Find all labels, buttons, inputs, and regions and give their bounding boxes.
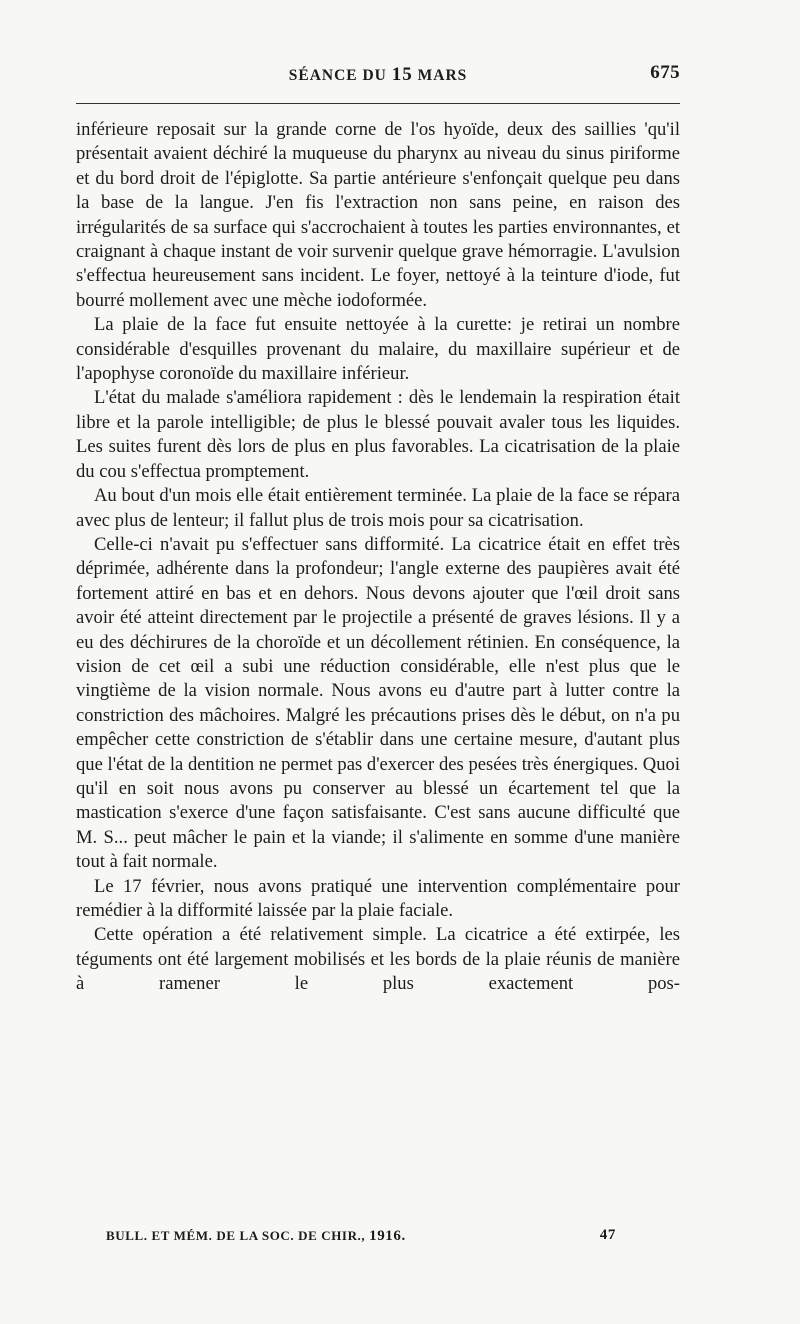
running-title — [76, 64, 680, 86]
header-rule — [76, 103, 680, 104]
paragraph: Cette opération a été relativement simple. La cicatrice a été extirpée, les téguments ont été largement mobilisés et les bords de la plaie réunis de manière à ramener le plus exactement pos- — [76, 924, 680, 995]
running-title-post: MARS — [412, 67, 468, 84]
paragraph: L'état du malade s'améliora rapidement : dès le lendemain la respiration était libre et la parole intelligible; de plus le blessé pouvait avaler tous les liquides. Les suites furent dès lors de plus en plus favorables. La cicatrisation de la plaie du cou s'effectua promptement. — [76, 387, 680, 482]
paragraph: Au bout d'un mois elle était entièrement terminée. La plaie de la face se répara avec plus de lenteur; il fallut plus de trois mois pour sa cicatrisation. — [76, 485, 680, 531]
paragraph: inférieure reposait sur la grande corne de l'os hyoïde, deux des saillies 'qu'il présentait avaient déchiré la muqueuse du pharynx au niveau du sinus piriforme et du bord droit de l'épiglotte. Sa partie antérieure s'enfonçait quelque peu dans la base de la langue. J'en fis l'extraction non sans peine, en raison des irrégularités de sa surface qui s'accrochaient à toutes les parties environnantes, et craignant à chaque instant de voir survenir quelque grave hémorragie. L'avulsion s'effectua heureusement sans incident. Le foyer, nettoyé à la teinture d'iode, fut bourré mollement avec une mèche iodoformée. — [76, 119, 680, 311]
signature-mark: 47 — [599, 1227, 616, 1243]
paragraph: Le 17 février, nous avons pratiqué une intervention complémentaire pour remédier à la difformité laissée par la plaie faciale. — [76, 875, 680, 921]
body-text — [76, 118, 680, 997]
running-header — [76, 64, 680, 88]
page-number: 675 — [650, 62, 680, 83]
paragraph: La plaie de la face fut ensuite nettoyée à la curette: je retirai un nombre considérable d'esquilles provenant du malaire, du maxillaire supérieur et de l'apophyse coronoïde du maxillaire inférieur. — [76, 314, 680, 385]
page-footer — [106, 1228, 616, 1245]
running-title-pre: SÉANCE DU — [288, 67, 392, 84]
running-title-day: 15 — [391, 64, 413, 85]
journal-reference — [106, 1228, 406, 1243]
journal-year: 1916. — [369, 1228, 406, 1244]
journal-title: BULL. ET MÉM. DE LA SOC. DE CHIR., — [106, 1228, 370, 1243]
paragraph: Celle-ci n'avait pu s'effectuer sans difformité. La cicatrice était en effet très déprimée, adhérente dans la profondeur; l'angle externe des paupières avait été fortement attiré en bas et en dehors. Nous devons ajouter que l'œil droit sans avoir été atteint directement par le projectile a présenté de graves lésions. Il y a eu des déchirures de la choroïde et un décollement rétinien. En conséquence, la vision de cet œil a subi une réduction considérable, elle n'est plus que le vingtième de la vision normale. Nous avons eu d'autre part à lutter contre la constriction des mâchoires. Malgré les précautions prises dès le début, on n'a pu empêcher cette constriction de s'établir dans une certaine mesure, d'autant plus que l'état de la dentition ne permet pas d'exercer des pesées très énergiques. Quoi qu'il en soit nous avons pu conserver au blessé un écartement tel que la mastication s'exerce d'une façon satisfaisante. C'est sans aucune difficulté que M. S... peut mâcher le pain et la viande; il s'alimente en somme d'une manière tout à fait normale. — [76, 533, 680, 873]
